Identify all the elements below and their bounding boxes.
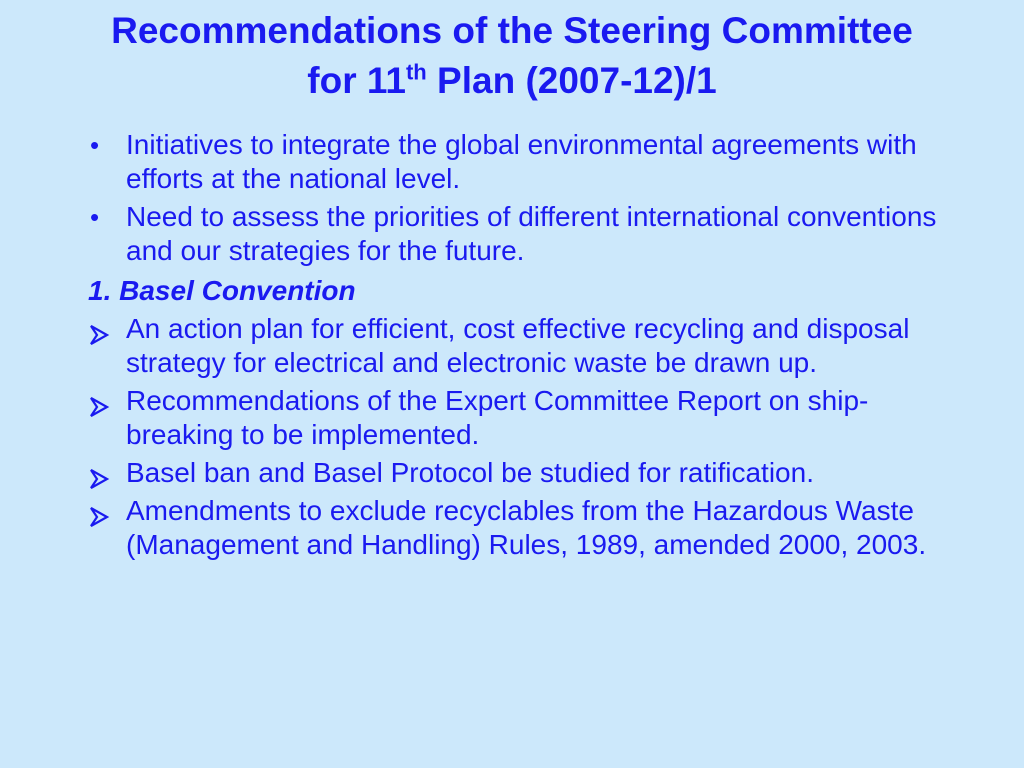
bullet-text: Need to assess the priorities of different international conventions and our strategies for the future. — [126, 201, 937, 266]
title-superscript: th — [405, 59, 427, 85]
arrow-bullet-icon — [88, 502, 118, 536]
bullet-text: Initiatives to integrate the global environmental agreements with efforts at the national level. — [126, 129, 917, 194]
arrow-bullet-icon — [88, 320, 118, 354]
arrow-item-text: An action plan for efficient, cost effective recycling and disposal strategy for electrical and electronic waste be drawn up. — [126, 313, 910, 378]
arrow-item-text: Basel ban and Basel Protocol be studied for ratification. — [126, 457, 814, 488]
title-line-1: Recommendations of the Steering Committee — [111, 10, 913, 51]
arrow-bullet-icon — [88, 464, 118, 498]
arrow-item — [88, 456, 948, 490]
section-heading: 1. Basel Convention — [88, 275, 356, 306]
title-line-2 — [0, 56, 1024, 106]
arrow-item — [88, 312, 948, 380]
arrow-bullet-icon — [88, 392, 118, 426]
arrow-item — [88, 384, 948, 452]
bullet-item — [88, 200, 948, 268]
bullet-dot-icon: • — [90, 130, 100, 160]
bullet-dot-icon: • — [90, 202, 100, 232]
arrow-item-text: Recommendations of the Expert Committee Report on ship-breaking to be implemented. — [126, 385, 869, 450]
title-line-2-prefix: for 11 — [307, 60, 406, 101]
slide-body — [88, 128, 948, 566]
title-line-2-suffix: Plan (2007-12)/1 — [426, 60, 717, 101]
bullet-item — [88, 128, 948, 196]
slide-title — [0, 6, 1024, 106]
arrow-item-text: Amendments to exclude recyclables from the Hazardous Waste (Management and Handling) Rules, 1989, amended 2000, 2003. — [126, 495, 927, 560]
arrow-item — [88, 494, 948, 562]
